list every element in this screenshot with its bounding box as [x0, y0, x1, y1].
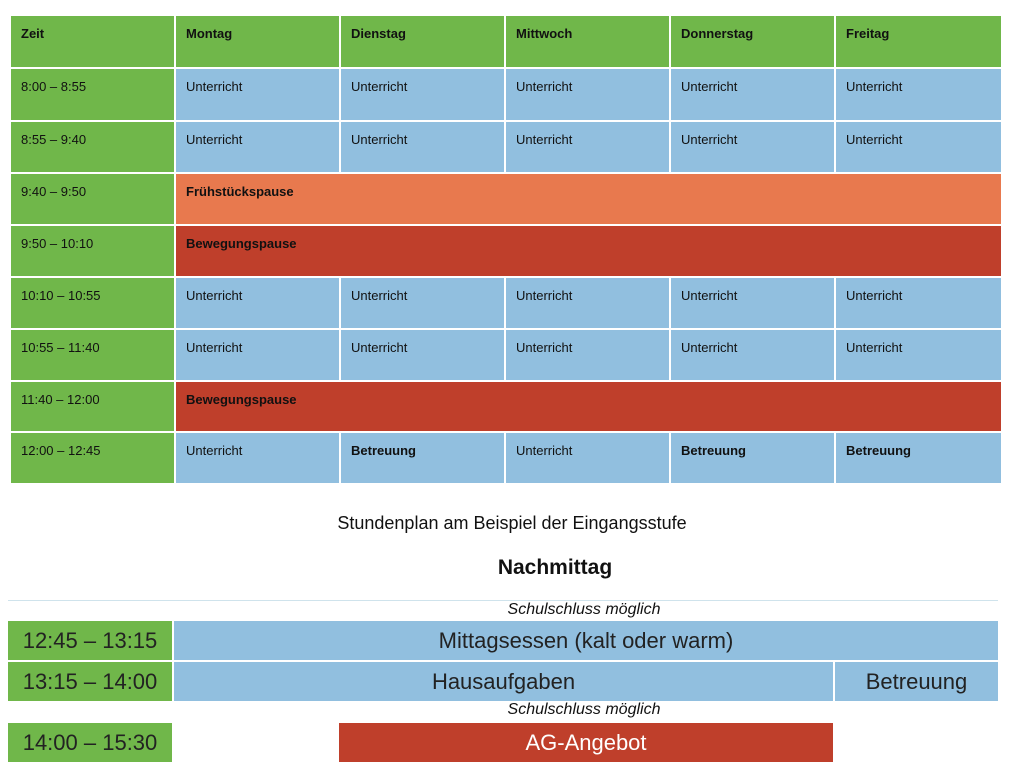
lesson-cell: Unterricht [176, 69, 339, 120]
header-freitag: Freitag [836, 16, 1001, 67]
header-dienstag: Dienstag [341, 16, 504, 67]
time-cell: 10:55 – 11:40 [11, 330, 174, 380]
ag-offer-cell: AG-Angebot [339, 723, 833, 762]
care-cell: Betreuung [341, 433, 504, 483]
time-cell: 8:55 – 9:40 [11, 122, 174, 172]
time-cell: 11:40 – 12:00 [11, 382, 174, 431]
afternoon-care-cell: Betreuung [835, 662, 998, 701]
header-zeit: Zeit [11, 16, 174, 67]
afternoon-title: Nachmittag [497, 556, 613, 579]
lesson-cell: Unterricht [836, 122, 1001, 172]
time-cell: 8:00 – 8:55 [11, 69, 174, 120]
school-end-note: Schulschluss möglich [507, 701, 661, 718]
lesson-cell: Unterricht [671, 122, 834, 172]
lesson-cell: Unterricht [506, 278, 669, 328]
lesson-cell: Unterricht [176, 278, 339, 328]
lesson-cell: Unterricht [506, 330, 669, 380]
movement-break-cell: Bewegungspause [176, 226, 1001, 276]
lunch-cell: Mittagsessen (kalt oder warm) [174, 621, 998, 660]
lesson-cell: Unterricht [341, 278, 504, 328]
care-cell: Betreuung [671, 433, 834, 483]
header-mittwoch: Mittwoch [506, 16, 669, 67]
lesson-cell: Unterricht [671, 69, 834, 120]
lesson-cell: Unterricht [836, 69, 1001, 120]
lesson-cell: Unterricht [506, 433, 669, 483]
afternoon-time-cell: 12:45 – 13:15 [8, 621, 172, 660]
header-montag: Montag [176, 16, 339, 67]
lesson-cell: Unterricht [506, 122, 669, 172]
afternoon-time-cell: 14:00 – 15:30 [8, 723, 172, 762]
breakfast-break-cell: Frühstückspause [176, 174, 1001, 224]
afternoon-time-cell: 13:15 – 14:00 [8, 662, 172, 701]
school-end-note: Schulschluss möglich [507, 601, 661, 618]
lesson-cell: Unterricht [176, 122, 339, 172]
timetable-caption: Stundenplan am Beispiel der Eingangsstufe [337, 513, 687, 533]
lesson-cell: Unterricht [341, 69, 504, 120]
time-cell: 9:50 – 10:10 [11, 226, 174, 276]
homework-cell: Hausaufgaben [174, 662, 833, 701]
lesson-cell: Unterricht [836, 330, 1001, 380]
lesson-cell: Unterricht [506, 69, 669, 120]
movement-break-cell: Bewegungspause [176, 382, 1001, 431]
time-cell: 12:00 – 12:45 [11, 433, 174, 483]
time-cell: 10:10 – 10:55 [11, 278, 174, 328]
lesson-cell: Unterricht [836, 278, 1001, 328]
time-cell: 9:40 – 9:50 [11, 174, 174, 224]
lesson-cell: Unterricht [671, 278, 834, 328]
lesson-cell: Unterricht [671, 330, 834, 380]
header-donnerstag: Donnerstag [671, 16, 834, 67]
lesson-cell: Unterricht [176, 433, 339, 483]
lesson-cell: Unterricht [176, 330, 339, 380]
lesson-cell: Unterricht [341, 330, 504, 380]
care-cell: Betreuung [836, 433, 1001, 483]
lesson-cell: Unterricht [341, 122, 504, 172]
